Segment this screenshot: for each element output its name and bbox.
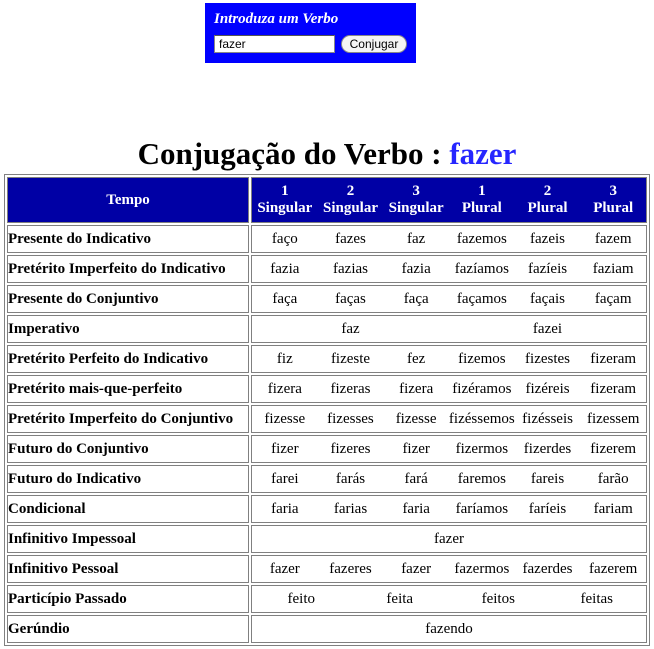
tense-label: Pretérito mais-que-perfeito <box>7 375 249 403</box>
tense-label: Futuro do Conjuntivo <box>7 435 249 463</box>
verb-form: farei <box>271 470 299 487</box>
forms-cell <box>251 375 647 403</box>
verb-form: feito <box>287 590 315 607</box>
verb-form: farás <box>335 470 366 487</box>
verb-form: fizeram <box>590 350 637 367</box>
verb-form: faria <box>402 500 430 517</box>
person-header: 3 Plural <box>593 183 634 216</box>
verb-form: fazeres <box>329 560 372 577</box>
verb-form: fizesse <box>264 410 306 427</box>
table-row <box>7 525 647 553</box>
person-header: 1 Plural <box>461 183 502 216</box>
tense-label: Presente do Indicativo <box>7 225 249 253</box>
verb-form: fazemos <box>456 230 507 247</box>
verb-form: fizera <box>399 380 434 397</box>
table-row <box>7 315 647 343</box>
verb-form <box>205 3 416 63</box>
verb-form: faziam <box>592 260 634 277</box>
forms-cell <box>251 435 647 463</box>
verb-form: farias <box>333 500 368 517</box>
verb-form: fizésseis <box>522 410 573 427</box>
verb-form: faríeis <box>528 500 567 517</box>
verb-form: fizestes <box>525 350 571 367</box>
verb-form: fizéssemos <box>448 410 515 427</box>
forms-cell <box>251 255 647 283</box>
tense-label: Pretérito Imperfeito do Conjuntivo <box>7 405 249 433</box>
verb-form: fizer <box>402 440 430 457</box>
verb-form: façam <box>594 290 632 307</box>
verb-form: fizessem <box>586 410 640 427</box>
verb-form: fará <box>404 470 428 487</box>
verb-form: façais <box>530 290 566 307</box>
person-header: 3 Singular <box>388 183 444 216</box>
tempo-header: Tempo <box>7 177 249 223</box>
page-title <box>0 134 654 174</box>
verb-form: fariam <box>593 500 633 517</box>
forms-cell <box>251 615 647 643</box>
forms-cell <box>251 225 647 253</box>
verb-form: fazia <box>270 260 300 277</box>
person-header: 2 Plural <box>527 183 568 216</box>
table-row <box>7 465 647 493</box>
verb-form: fazei <box>532 320 563 337</box>
verb-form: fazermos <box>454 560 510 577</box>
tense-label: Pretérito Imperfeito do Indicativo <box>7 255 249 283</box>
verb-form: faria <box>271 500 299 517</box>
verb-form: farão <box>597 470 629 487</box>
forms-cell <box>251 405 647 433</box>
verb-form: fazíeis <box>527 260 568 277</box>
table-row <box>7 285 647 313</box>
forms-cell <box>251 345 647 373</box>
verb-form: fizerem <box>590 440 637 457</box>
verb-form: feitos <box>481 590 515 607</box>
forms-cell <box>251 495 647 523</box>
tense-label: Imperativo <box>7 315 249 343</box>
verb-form: faças <box>335 290 366 307</box>
verb-form: fazeis <box>530 230 566 247</box>
forms-cell <box>251 315 647 343</box>
person-header: 1 Singular <box>257 183 313 216</box>
forms-cell <box>251 555 647 583</box>
persons-header <box>251 177 647 223</box>
table-row <box>7 435 647 463</box>
forms-cell <box>251 585 647 613</box>
verb-form: fizer <box>271 440 299 457</box>
verb-form: fizesse <box>395 410 437 427</box>
verb-form: fiz <box>276 350 293 367</box>
table-row <box>7 495 647 523</box>
verb-form: fizerdes <box>523 440 572 457</box>
verb-form: fizeres <box>330 440 371 457</box>
table-header-row <box>7 177 647 223</box>
verb-form: faremos <box>457 470 506 487</box>
tense-label: Infinitivo Pessoal <box>7 555 249 583</box>
verb-form: fez <box>407 350 426 367</box>
tense-label: Condicional <box>7 495 249 523</box>
verb-form: fizera <box>267 380 302 397</box>
table-row <box>7 345 647 373</box>
verb-form: fazerem <box>589 560 638 577</box>
tense-label: Gerúndio <box>7 615 249 643</box>
verb-form: faríamos <box>455 500 509 517</box>
verb-form: fizéramos <box>452 380 512 397</box>
verb-form: feitas <box>580 590 613 607</box>
person-header: 2 Singular <box>322 183 379 216</box>
verb-form: fareis <box>530 470 565 487</box>
page-title-prefix: Conjugação do Verbo : <box>137 136 450 171</box>
table-row <box>7 615 647 643</box>
table-row <box>7 555 647 583</box>
verb-form: fizeste <box>330 350 371 367</box>
table-row <box>7 225 647 253</box>
table-row <box>7 375 647 403</box>
form-title: Introduza um Verbo <box>214 11 339 27</box>
tense-label: Particípio Passado <box>7 585 249 613</box>
verb-form: fazia <box>401 260 431 277</box>
verb-form: faça <box>272 290 298 307</box>
verb-form: fizemos <box>458 350 506 367</box>
tense-label: Infinitivo Impessoal <box>7 525 249 553</box>
verb-form: faz <box>341 320 360 337</box>
verb-form: fazem <box>594 230 632 247</box>
verb-form: faço <box>271 230 298 247</box>
verb-input[interactable] <box>214 35 335 53</box>
verb-form: fizeram <box>590 380 637 397</box>
verb-form: faça <box>403 290 429 307</box>
verb-form: feita <box>386 590 414 607</box>
table-row <box>7 255 647 283</box>
verb-form: fazias <box>333 260 368 277</box>
forms-cell <box>251 285 647 313</box>
verb-form: fazerdes <box>522 560 573 577</box>
forms-cell <box>251 465 647 493</box>
verb-form: fizesses <box>327 410 374 427</box>
verb-form: fizéreis <box>525 380 570 397</box>
conjugate-button[interactable]: Conjugar <box>341 35 407 53</box>
table-row <box>7 405 647 433</box>
tense-label: Futuro do Indicativo <box>7 465 249 493</box>
verb-form: fazer <box>401 560 432 577</box>
page-title-verb: fazer <box>449 136 517 171</box>
tense-label: Pretérito Perfeito do Indicativo <box>7 345 249 373</box>
tense-label: Presente do Conjuntivo <box>7 285 249 313</box>
verb-form: façamos <box>456 290 507 307</box>
forms-cell <box>251 525 647 553</box>
verb-form: fazendo <box>425 620 473 637</box>
conjugation-table <box>4 174 650 646</box>
table-row <box>7 585 647 613</box>
verb-form: fazer <box>434 530 464 547</box>
verb-form: fazes <box>335 230 366 247</box>
verb-form: faz <box>407 230 426 247</box>
verb-form: fazer <box>269 560 300 577</box>
verb-form: fizeras <box>330 380 371 397</box>
verb-form: fizermos <box>455 440 509 457</box>
verb-form: fazíamos <box>454 260 509 277</box>
